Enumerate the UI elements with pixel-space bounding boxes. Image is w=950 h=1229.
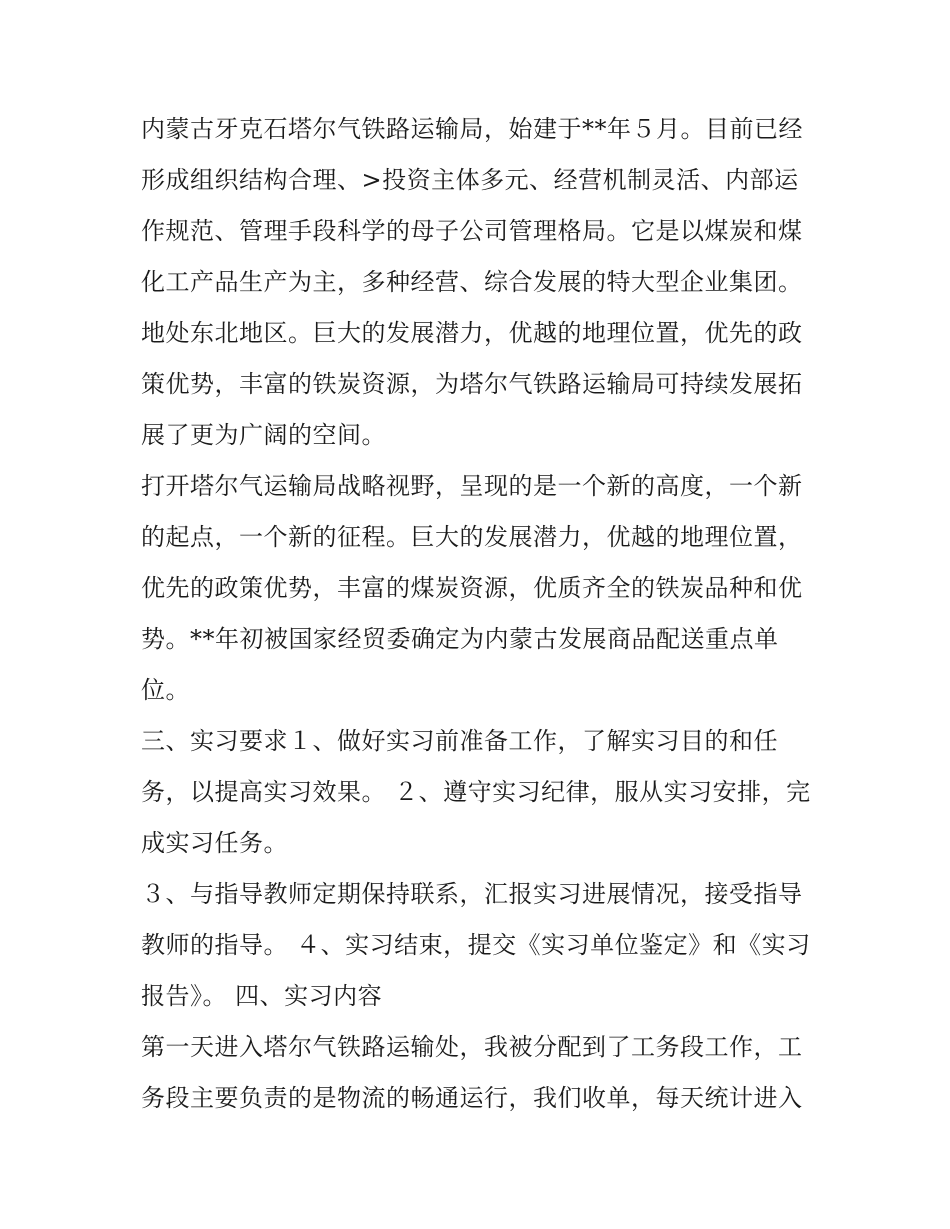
text-line: 内蒙古牙克石塔尔气铁路运输局，始建于**年５月。目前已经 [141,115,803,143]
text-line: 形成组织结构合理、>投资主体多元、经营机制灵活、内部运 [141,166,799,194]
text-line: 报告》。 四、实习内容 [141,982,383,1010]
text-line: 的起点，一个新的征程。巨大的发展潜力，优越的地理位置， [141,523,803,551]
text-line: 务段主要负责的是物流的畅通运行，我们收单，每天统计进入 [141,1084,803,1112]
text-line: 务，以提高实习效果。 ２、遵守实习纪律，服从实习安排，完 [141,778,811,806]
text-line: 展了更为广阔的空间。 [141,421,386,449]
text-line: 策优势，丰富的铁炭资源，为塔尔气铁路运输局可持续发展拓 [141,370,803,398]
text-line: 成实习任务。 [141,829,288,857]
text-line: 教师的指导。 ４、实习结束，提交《实习单位鉴定》和《实习 [141,931,811,959]
text-line: ３、与指导教师定期保持联系，汇报实习进展情况，接受指导 [141,880,803,908]
text-line: 打开塔尔气运输局战略视野，呈现的是一个新的高度，一个新 [141,472,803,500]
text-line: 位。 [141,676,190,704]
text-line: 三、实习要求１、做好实习前准备工作，了解实习目的和任 [141,727,778,755]
text-line: 势。**年初被国家经贸委确定为内蒙古发展商品配送重点单 [141,625,779,653]
text-line: 作规范、管理手段科学的母子公司管理格局。它是以煤炭和煤 [141,217,803,245]
text-line: 地处东北地区。巨大的发展潜力，优越的地理位置，优先的政 [141,319,803,347]
text-line: 第一天进入塔尔气铁路运输处，我被分配到了工务段工作，工 [141,1033,803,1061]
document-body [141,104,821,1124]
text-line: 化工产品生产为主，多种经营、综合发展的特大型企业集团。 [141,268,803,296]
text-line: 优先的政策优势，丰富的煤炭资源，优质齐全的铁炭品种和优 [141,574,803,602]
